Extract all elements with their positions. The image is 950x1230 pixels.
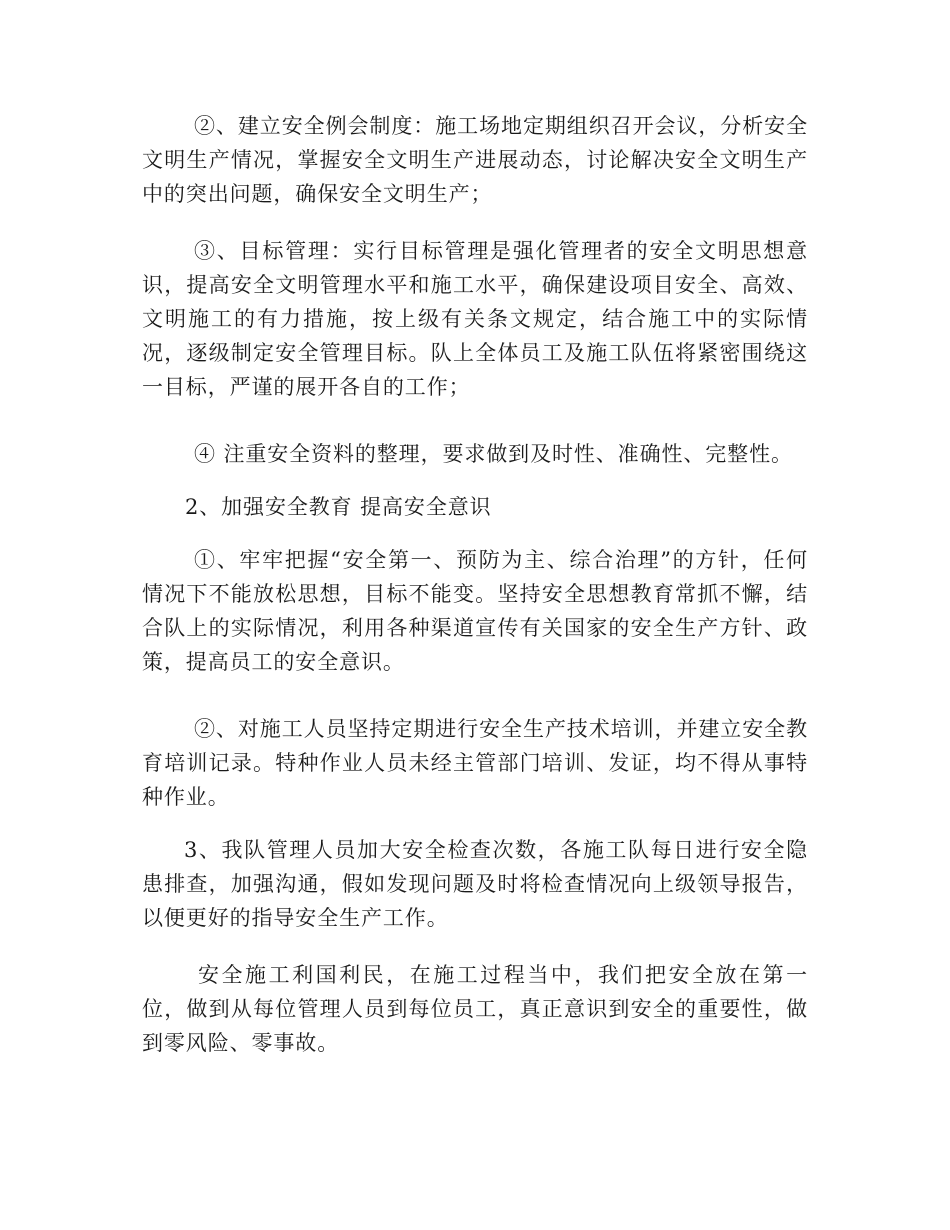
paragraph-safety-meeting: ②、建立安全例会制度：施工场地定期组织召开会议，分析安全文明生产情况，掌握安全文明生产进展动态，讨论解决安全文明生产中的突出问题，确保安全文明生产； (142, 114, 808, 206)
paragraph-safety-inspection: 3、我队管理人员加大安全检查次数，各施工队每日进行安全隐患排查，加强沟通，假如发现问题及时将检查情况向上级领导报告，以便更好的指导安全生产工作。 (142, 838, 808, 930)
section-heading-safety-education: 2、加强安全教育 提高安全意识 (185, 495, 492, 519)
paragraph-conclusion: 安全施工利国利民，在施工过程当中，我们把安全放在第一位，做到从每位管理人员到每位员工，真正意识到安全的重要性，做到零风险、零事故。 (142, 963, 808, 1055)
paragraph-safety-documents: ④ 注重安全资料的整理，要求做到及时性、准确性、完整性。 (194, 442, 793, 466)
paragraph-staff-training: ②、对施工人员坚持定期进行安全生产技术培训，并建立安全教育培训记录。特种作业人员未经主管部门培训、发证，均不得从事特种作业。 (142, 717, 808, 809)
paragraph-target-management: ③、目标管理：实行目标管理是强化管理者的安全文明思想意识，提高安全文明管理水平和施工水平，确保建设项目安全、高效、文明施工的有力措施，按上级有关条文规定，结合施工中的实际情况，逐级制定安全管理目标。队上全体员工及施工队伍将紧密围绕这一目标，严谨的展开各自的工作； (142, 239, 808, 399)
paragraph-safety-policy: ①、牢牢把握“安全第一、预防为主、综合治理”的方针，任何情况下不能放松思想，目标不能变。坚持安全思想教育常抓不懈，结合队上的实际情况，利用各种渠道宣传有关国家的安全生产方针、政策，提高员工的安全意识。 (142, 548, 808, 674)
